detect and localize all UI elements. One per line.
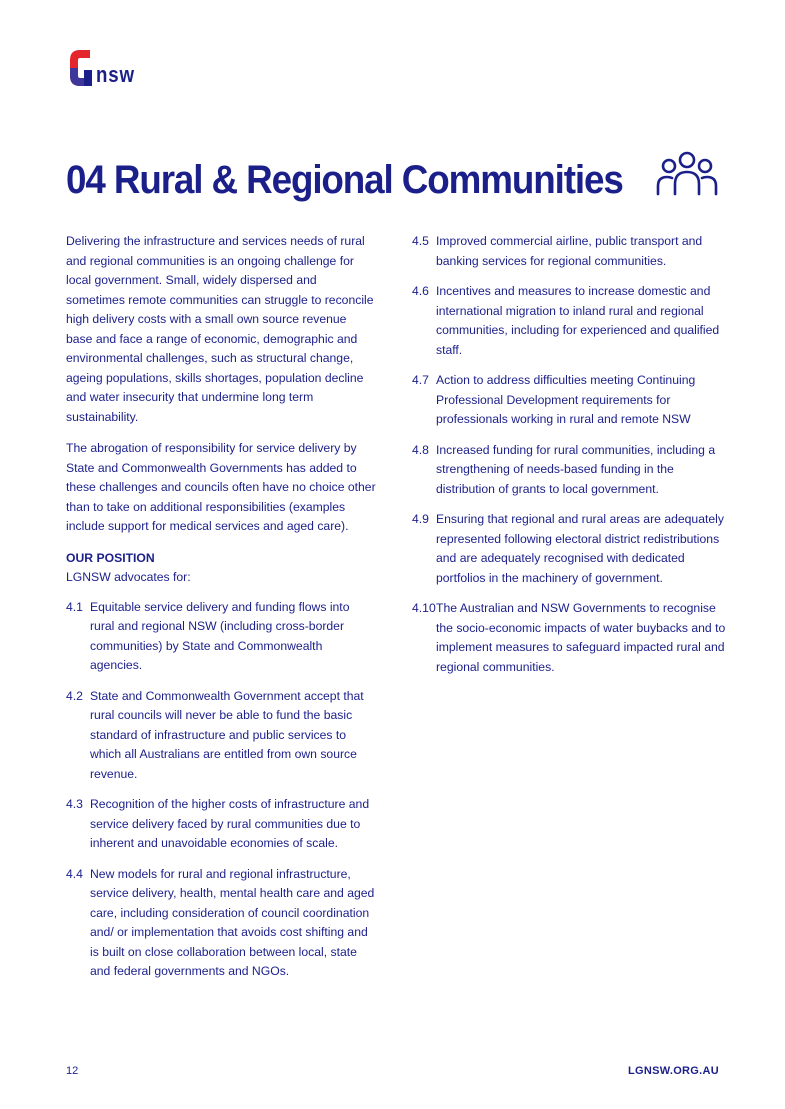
list-item xyxy=(412,282,730,360)
list-item xyxy=(66,795,376,854)
lgnsw-logo-mark xyxy=(66,46,94,88)
item-number: 4.7 xyxy=(412,373,429,387)
item-number: 4.9 xyxy=(412,512,429,526)
item-text: The Australian and NSW Governments to recognise the socio-economic impacts of water buybacks and to implement measures to safeguard impacted rural and regional communities. xyxy=(436,601,726,674)
intro-paragraph: The abrogation of responsibility for service delivery by State and Commonwealth Governments has added to these challenges and councils often have no choice other than to take on additional responsibilities (examples include support for medical services and aged care). xyxy=(66,441,376,533)
item-text: Equitable service delivery and funding flows into rural and regional NSW (including cross-border communities) by State and Commonwealth agencies. xyxy=(90,599,350,672)
item-text: Increased funding for rural communities, including a strengthening of needs-based funding in the distribution of grants to local government. xyxy=(436,442,716,496)
right-column xyxy=(412,232,730,688)
item-number: 4.10 xyxy=(412,601,436,615)
item-text: Incentives and measures to increase domestic and international migration to inland rural and regional communities, including for experienced and qualified staff. xyxy=(436,284,720,357)
website-link[interactable]: LGNSW.ORG.AU xyxy=(628,1065,719,1077)
list-item xyxy=(66,598,376,676)
item-number: 4.4 xyxy=(66,866,83,881)
people-group-icon xyxy=(655,150,719,196)
intro-paragraph: Delivering the infrastructure and services needs of rural and regional communities is an ongoing challenge for local government. Small, widely dispersed and sometimes remote communities can struggle to reconcile high delivery costs with a small own source revenue base and face a range of economic, demographic and environmental challenges, such as structural change, ageing populations, skills shortages, population decline and water insecurity that undermine long term sustainability. xyxy=(66,234,374,424)
list-item xyxy=(66,865,376,982)
list-item xyxy=(66,687,376,785)
list-item xyxy=(412,599,730,677)
lgnsw-logo xyxy=(66,44,142,88)
item-number: 4.2 xyxy=(66,688,83,703)
list-item xyxy=(412,441,730,500)
item-number: 4.3 xyxy=(66,797,83,811)
list-item xyxy=(412,371,730,430)
item-text: State and Commonwealth Government accept that rural councils will never be able to fund the basic standard of infrastructure and public services to which all Australians are entitled from own source revenue. xyxy=(90,688,364,781)
item-text: Action to address difficulties meeting Continuing Professional Development requirements for professionals working in rural and remote NSW xyxy=(436,373,696,426)
logo-text: nsw xyxy=(96,62,135,87)
page-number: 12 xyxy=(66,1065,79,1077)
list-item xyxy=(412,232,730,271)
list-item xyxy=(412,510,730,588)
item-number: 4.8 xyxy=(412,442,429,457)
position-heading: OUR POSITION xyxy=(66,550,155,565)
item-number: 4.5 xyxy=(412,234,429,248)
position-lead: LGNSW advocates for: xyxy=(66,570,191,584)
item-text: Improved commercial airline, public transport and banking services for regional communities. xyxy=(436,234,703,268)
left-column xyxy=(66,232,376,993)
item-text: Ensuring that regional and rural areas are adequately represented following electoral district redistributions and are adequately recognised with dedicated portfolios in the machinery of government. xyxy=(436,512,724,585)
item-text: Recognition of the higher costs of infrastructure and service delivery faced by rural communities due to inherent and unavoidable economies of scale. xyxy=(90,797,370,850)
page-title: 04 Rural & Regional Communities xyxy=(66,158,623,202)
item-number: 4.6 xyxy=(412,284,429,298)
item-text: New models for rural and regional infrastructure, service delivery, health, mental health care and aged care, including consideration of council coordination and/ or implementation that avoids cost shifting and is built on close collaboration between local, state and federal governments and NGOs. xyxy=(90,866,375,978)
item-number: 4.1 xyxy=(66,599,83,614)
